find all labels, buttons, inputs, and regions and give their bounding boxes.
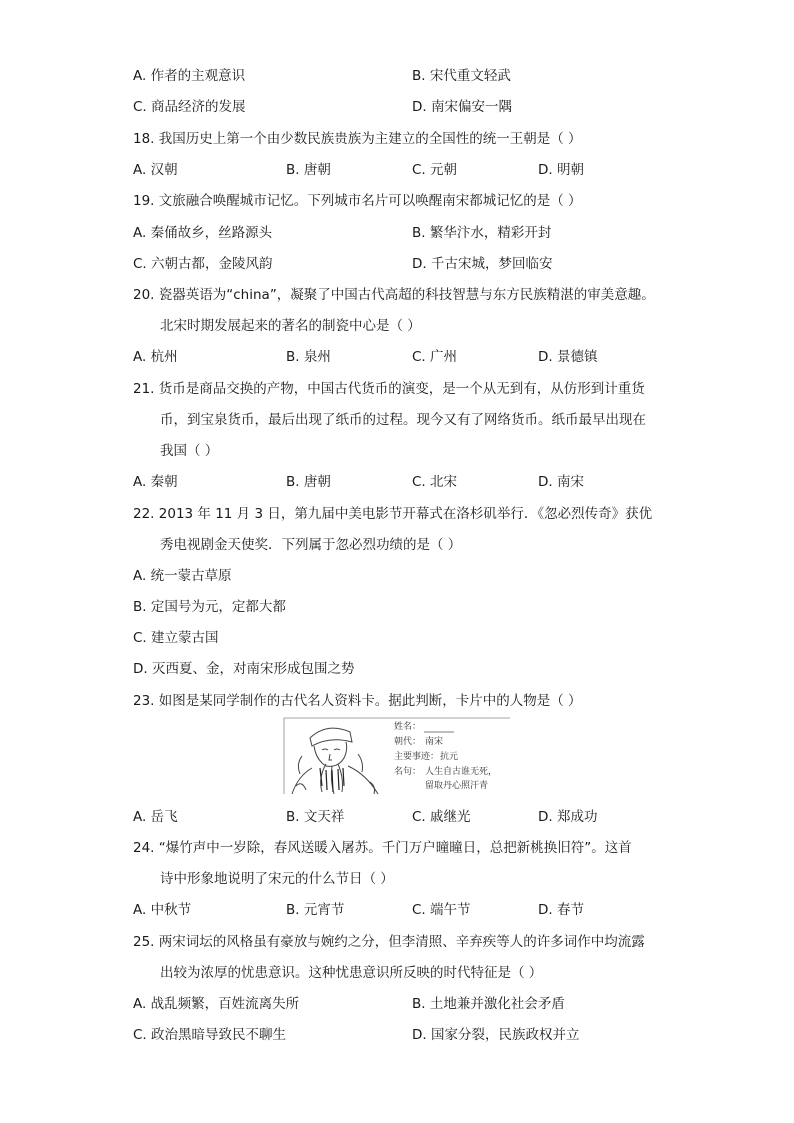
q22-stem-line2: 秀电视剧金天使奖．下列属于忽必烈功绩的是（ ） <box>160 537 462 553</box>
q23-option-b: B. 文天祥 <box>286 809 345 825</box>
q19-option-a: A. 秦俑故乡，丝路源头 <box>133 225 273 241</box>
q20-stem-line2: 北宋时期发展起来的著名的制瓷中心是（ ） <box>160 318 421 334</box>
q20-option-c: C. 广州 <box>412 349 458 365</box>
q20-option-d: D. 景德镇 <box>538 349 598 365</box>
q19-option-b: B. 繁华汴水，精彩开封 <box>412 225 552 241</box>
q23-option-a: A. 岳飞 <box>133 809 178 825</box>
q23-stem: 23. 如图是某同学制作的古代名人资料卡。据此判断，卡片中的人物是（ ） <box>133 693 582 709</box>
q23-option-d: D. 郑成功 <box>538 809 598 825</box>
q18-option-d: D. 明朝 <box>538 162 584 178</box>
q22-option-a: A. 统一蒙古草原 <box>133 568 232 584</box>
q20-option-b: B. 泉州 <box>286 349 331 365</box>
historical-figure-card <box>282 716 514 796</box>
q24-option-a: A. 中秋节 <box>133 902 192 918</box>
card-dynasty-label: 朝代： <box>394 737 422 747</box>
q24-stem-line2: 诗中形象地说明了宋元的什么节日（ ） <box>160 871 394 887</box>
q18-option-a: A. 汉朝 <box>133 162 178 178</box>
card-deeds-value: 抗元 <box>440 752 459 762</box>
q25-option-b: B. 土地兼并激化社会矛盾 <box>412 996 565 1012</box>
q18-option-c: C. 元朝 <box>412 162 458 178</box>
q21-stem-line2: 币，到宝泉货币，最后出现了纸币的过程。现今又有了网络货币。纸币最早出现在 <box>160 412 646 428</box>
q21-option-c: C. 北宋 <box>412 474 458 490</box>
q22-option-c: C. 建立蒙古国 <box>133 630 219 646</box>
q19-stem: 19. 文旅融合唤醒城市记忆。下列城市名片可以唤醒南宋都城记忆的是（ ） <box>133 193 582 209</box>
q21-stem-line3: 我国（ ） <box>160 443 219 459</box>
q20-option-a: A. 杭州 <box>133 349 178 365</box>
q24-option-b: B. 元宵节 <box>286 902 345 918</box>
card-quote-line2: 留取丹心照汗青 <box>425 781 489 791</box>
q21-stem-line1: 21. 货币是商品交换的产物，中国古代货币的演变，是一个从无到有，从仿形到计重货 <box>133 381 645 397</box>
q19-option-d: D. 千古宋城，梦回临安 <box>412 256 553 272</box>
q22-option-d: D. 灭西夏、金，对南宋形成包围之势 <box>133 661 355 677</box>
q21-option-d: D. 南宋 <box>538 474 584 490</box>
q25-option-c: C. 政治黑暗导致民不聊生 <box>133 1027 287 1043</box>
q25-stem-line1: 25. 两宋词坛的风格虽有豪放与婉约之分，但李清照、辛弃疾等人的许多词作中均流露 <box>133 934 645 950</box>
q22-stem-line1: 22. 2013 年 11 月 3 日，第九届中美电影节开幕式在洛杉矶举行．《忽必烈传奇》获优 <box>133 506 653 522</box>
q18-stem: 18. 我国历史上第一个由少数民族贵族为主建立的全国性的统一王朝是（ ） <box>133 131 582 147</box>
q25-option-a: A. 战乱频繁，百姓流离失所 <box>133 996 300 1012</box>
q21-option-b: B. 唐朝 <box>286 474 331 490</box>
q17-option-d: D. 南宋偏安一隅 <box>412 99 512 115</box>
card-name-label: 姓名： <box>394 722 422 732</box>
q21-option-a: A. 秦朝 <box>133 474 178 490</box>
q22-option-b: B. 定国号为元，定都大都 <box>133 599 286 615</box>
q24-option-d: D. 春节 <box>538 902 584 918</box>
q24-stem-line1: 24. “爆竹声中一岁除，春风送暖入屠苏。千门万户曈曈日，总把新桃换旧符”。这首 <box>133 840 632 856</box>
card-dynasty-value: 南宋 <box>425 737 444 747</box>
card-quote-label: 名句： <box>394 767 422 777</box>
card-quote-line1: 人生自古谁无死， <box>425 767 498 777</box>
q24-option-c: C. 端午节 <box>412 902 471 918</box>
q23-option-c: C. 戚继光 <box>412 809 471 825</box>
q17-option-a: A. 作者的主观意识 <box>133 68 246 84</box>
q17-option-b: B. 宋代重文轻武 <box>412 68 511 84</box>
q19-option-c: C. 六朝古都，金陵风韵 <box>133 256 273 272</box>
q17-option-c: C. 商品经济的发展 <box>133 99 246 115</box>
q20-stem-line1: 20. 瓷器英语为“china”，凝聚了中国古代高超的科技智慧与东方民族精湛的审美意趣。 <box>133 287 655 303</box>
q25-option-d: D. 国家分裂，民族政权并立 <box>412 1027 580 1043</box>
card-deeds-label: 主要事迹： <box>394 752 440 762</box>
q25-stem-line2: 出较为浓厚的忧患意识。这种忧患意识所反映的时代特征是（ ） <box>160 965 543 981</box>
q18-option-b: B. 唐朝 <box>286 162 331 178</box>
